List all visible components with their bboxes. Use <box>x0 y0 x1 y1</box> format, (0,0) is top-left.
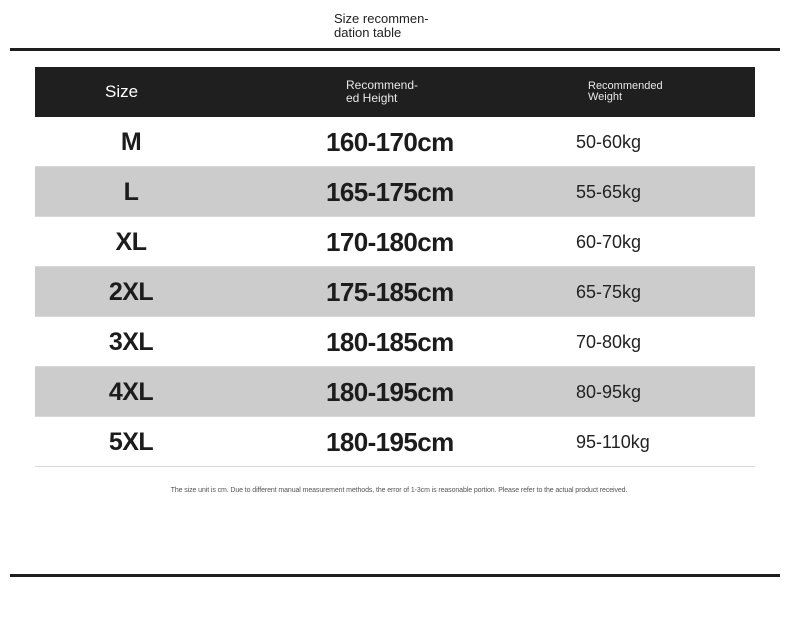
table-row <box>35 267 755 317</box>
weight-cell: 60-70kg <box>576 231 642 252</box>
weight-cell: 65-75kg <box>576 281 642 302</box>
size-cell: XL <box>115 227 147 256</box>
page-title <box>334 12 494 40</box>
header-weight <box>588 67 663 117</box>
header-size <box>105 67 138 117</box>
size-cell: L <box>123 177 139 206</box>
table-row <box>35 367 755 417</box>
header-height <box>346 67 418 117</box>
header-weight-line-1: Recommended <box>588 80 663 92</box>
size-cell: 5XL <box>108 427 154 456</box>
weight-cell: 50-60kg <box>576 131 642 152</box>
size-cell: 3XL <box>108 327 154 356</box>
page-title-line-1: Size recommen- <box>334 11 429 26</box>
weight-cell: 95-110kg <box>576 431 650 452</box>
top-divider <box>10 48 780 51</box>
header-height-line-2: ed Height <box>346 91 398 105</box>
bottom-divider <box>10 574 780 577</box>
height-cell: 180-195cm <box>326 426 454 457</box>
height-cell: 175-185cm <box>326 276 454 307</box>
table-row <box>35 417 755 467</box>
height-cell: 180-185cm <box>326 326 454 357</box>
table-row <box>35 167 755 217</box>
height-cell: 170-180cm <box>326 226 454 257</box>
size-cell: 2XL <box>108 277 154 306</box>
table-header <box>35 67 755 117</box>
table-row <box>35 317 755 367</box>
table-row <box>35 117 755 167</box>
height-cell: 160-170cm <box>326 126 454 157</box>
header-size-label: Size <box>105 82 139 101</box>
height-cell: 165-175cm <box>326 176 454 207</box>
height-cell: 180-195cm <box>326 376 454 407</box>
weight-cell: 55-65kg <box>576 181 642 202</box>
measurement-note: The size unit is cm. Due to different manual measurement methods, the error of 1-3cm is reasonable portion. Please refer to the actual product received. <box>170 487 628 494</box>
page-title-line-2: dation table <box>334 25 402 40</box>
weight-cell: 70-80kg <box>576 331 642 352</box>
header-height-line-1: Recommend- <box>346 78 419 92</box>
size-table <box>35 67 755 467</box>
table-row <box>35 217 755 267</box>
header-weight-line-2: Weight <box>588 91 623 103</box>
weight-cell: 80-95kg <box>576 381 642 402</box>
size-cell: 4XL <box>108 377 154 406</box>
size-cell: M <box>120 127 142 156</box>
